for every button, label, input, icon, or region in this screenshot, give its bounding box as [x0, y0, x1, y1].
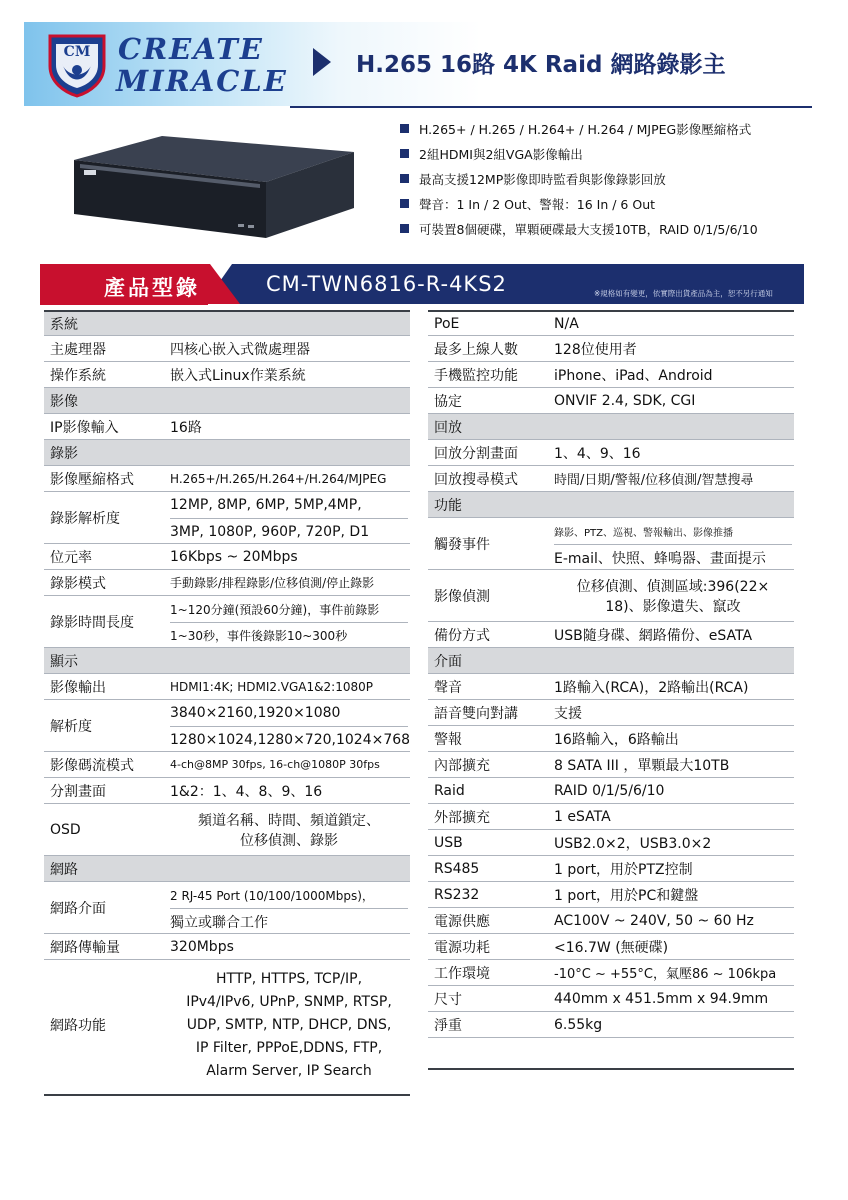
- bullet-icon: [400, 124, 409, 133]
- section-record: 錄影: [44, 440, 410, 466]
- feature-item: 2組HDMI與2組VGA影像輸出: [400, 141, 820, 166]
- section-video: 影像: [44, 388, 410, 414]
- bullet-icon: [400, 199, 409, 208]
- spec-row: 警報 16路輸入，6路輸出: [428, 726, 794, 752]
- spec-row: RS485 1 port，用於PTZ控制: [428, 856, 794, 882]
- feature-list: [400, 116, 820, 241]
- logo-text-create: CREATE: [118, 32, 264, 66]
- spec-row: 回放搜尋模式 時間/日期/警報/位移偵測/智慧搜尋: [428, 466, 794, 492]
- header-divider: [290, 106, 812, 108]
- spec-row: USB USB2.0×2，USB3.0×2: [428, 830, 794, 856]
- left-table-bottom-rule: [44, 1094, 410, 1096]
- spec-row: 淨重 6.55kg: [428, 1012, 794, 1038]
- banner-accent: [40, 302, 208, 305]
- spec-row: 尺寸 440mm x 451.5mm x 94.9mm: [428, 986, 794, 1012]
- feature-item: H.265+ / H.265 / H.264+ / H.264 / MJPEG影像壓縮格式: [400, 116, 820, 141]
- bullet-icon: [400, 224, 409, 233]
- spec-table-right: [428, 312, 794, 1038]
- spec-row: 網路介面 2 RJ-45 Port (10/100/1000Mbps)， 獨立或聯合工作: [44, 882, 410, 934]
- spec-row: 回放分割畫面 1、4、9、16: [428, 440, 794, 466]
- page-title: H.265 16路 4K Raid 網路錄影主: [356, 52, 726, 78]
- spec-row: 錄影時間長度 1~120分鐘(預設60分鐘)，事件前錄影 1~30秒，事件後錄影10~300秒: [44, 596, 410, 648]
- feature-item: 最高支援12MP影像即時監看與影像錄影回放: [400, 166, 820, 191]
- spec-row: 錄影模式 手動錄影/排程錄影/位移偵測/停止錄影: [44, 570, 410, 596]
- spec-row: 影像壓縮格式 H.265+/H.265/H.264+/H.264/MJPEG: [44, 466, 410, 492]
- spec-row: 網路功能 HTTP, HTTPS, TCP/IP, IPv4/IPv6, UPnP, SNMP, RTSP, UDP, SMTP, NTP, DHCP, DNS, IP Filter, PPPoE,DDNS, FTP, Alarm Server, IP Search: [50, 970, 392, 1079]
- logo-text-miracle: MIRACLE: [116, 64, 288, 98]
- spec-row: 主處理器 四核心嵌入式微處理器: [44, 336, 410, 362]
- feature-item: 可裝置8個硬碟，單顆硬碟最大支援10TB，RAID 0/1/5/6/10: [400, 216, 820, 241]
- spec-row: 外部擴充 1 eSATA: [428, 804, 794, 830]
- bullet-icon: [400, 174, 409, 183]
- catalog-label: 產品型錄: [104, 276, 200, 300]
- spec-row: 觸發事件 錄影、PTZ、巡視、警報輸出、影像推播 E-mail、快照、蜂鳴器、畫面提示: [428, 518, 794, 570]
- section-playback: 回放: [428, 414, 794, 440]
- nvr-device-image: [70, 132, 355, 242]
- spec-row: 操作系統 嵌入式Linux作業系統: [44, 362, 410, 388]
- spec-row: 備份方式 USB隨身碟、網路備份、eSATA: [428, 622, 794, 648]
- spec-row: 手機監控功能 iPhone、iPad、Android: [428, 362, 794, 388]
- spec-row: 電源供應 AC100V ~ 240V, 50 ~ 60 Hz: [428, 908, 794, 934]
- spec-row: 影像輸出 HDMI1:4K; HDMI2.VGA1&2:1080P: [44, 674, 410, 700]
- bullet-icon: [400, 149, 409, 158]
- section-display: 顯示: [44, 648, 410, 674]
- section-system: 系統: [44, 312, 410, 336]
- spec-row: RS232 1 port，用於PC和鍵盤: [428, 882, 794, 908]
- spec-row: 語音雙向對講 支援: [428, 700, 794, 726]
- spec-row: 內部擴充 8 SATA III ，單顆最大10TB: [428, 752, 794, 778]
- spec-row: 錄影解析度 12MP, 8MP, 6MP, 5MP,4MP, 3MP, 1080P, 960P, 720P, D1: [44, 492, 410, 544]
- disclaimer-note: ※規格如有變更，依實際出貨產品為主，恕不另行通知: [594, 289, 773, 298]
- spec-row: 網路傳輸量 320Mbps: [44, 934, 410, 960]
- spec-row: 分割畫面 1&2：1、4、8、9、16: [44, 778, 410, 804]
- spec-row: Raid RAID 0/1/5/6/10: [428, 778, 794, 804]
- spec-row: 位元率 16Kbps ~ 20Mbps: [44, 544, 410, 570]
- logo-badge-icon: [44, 32, 110, 98]
- spec-row: 協定 ONVIF 2.4, SDK, CGI: [428, 388, 794, 414]
- spec-row: IP影像輸入 16路: [44, 414, 410, 440]
- spec-row: 聲音 1路輸入(RCA)，2路輸出(RCA): [428, 674, 794, 700]
- spec-row: PoE N/A: [428, 312, 794, 336]
- spec-row: 電源功耗 <16.7W (無硬碟): [428, 934, 794, 960]
- logo-initials: CM: [63, 44, 91, 60]
- section-function: 功能: [428, 492, 794, 518]
- spec-row: 解析度 3840×2160,1920×1080 1280×1024,1280×720,1024×768: [44, 700, 410, 752]
- right-table-bottom-rule: [428, 1068, 794, 1070]
- section-network: 網路: [44, 856, 410, 882]
- section-interface: 介面: [428, 648, 794, 674]
- model-number: CM-TWN6816-R-4KS2: [266, 272, 507, 296]
- spec-row: 工作環境 -10°C ~ +55°C，氣壓86 ~ 106kpa: [428, 960, 794, 986]
- title-arrow-icon: [313, 48, 331, 76]
- spec-row: OSD 頻道名稱、時間、頻道鎖定、 位移偵測、錄影: [44, 804, 410, 856]
- spec-row: 最多上線人數 128位使用者: [428, 336, 794, 362]
- feature-item: 聲音：1 In / 2 Out、警報：16 In / 6 Out: [400, 191, 820, 216]
- spec-row: 影像碼流模式 4-ch@8MP 30fps, 16-ch@1080P 30fps: [44, 752, 410, 778]
- spec-row: 影像偵測 位移偵測、偵測區域:396(22× 18)、影像遺失、竄改: [428, 570, 794, 622]
- spec-table-left: [44, 312, 410, 1090]
